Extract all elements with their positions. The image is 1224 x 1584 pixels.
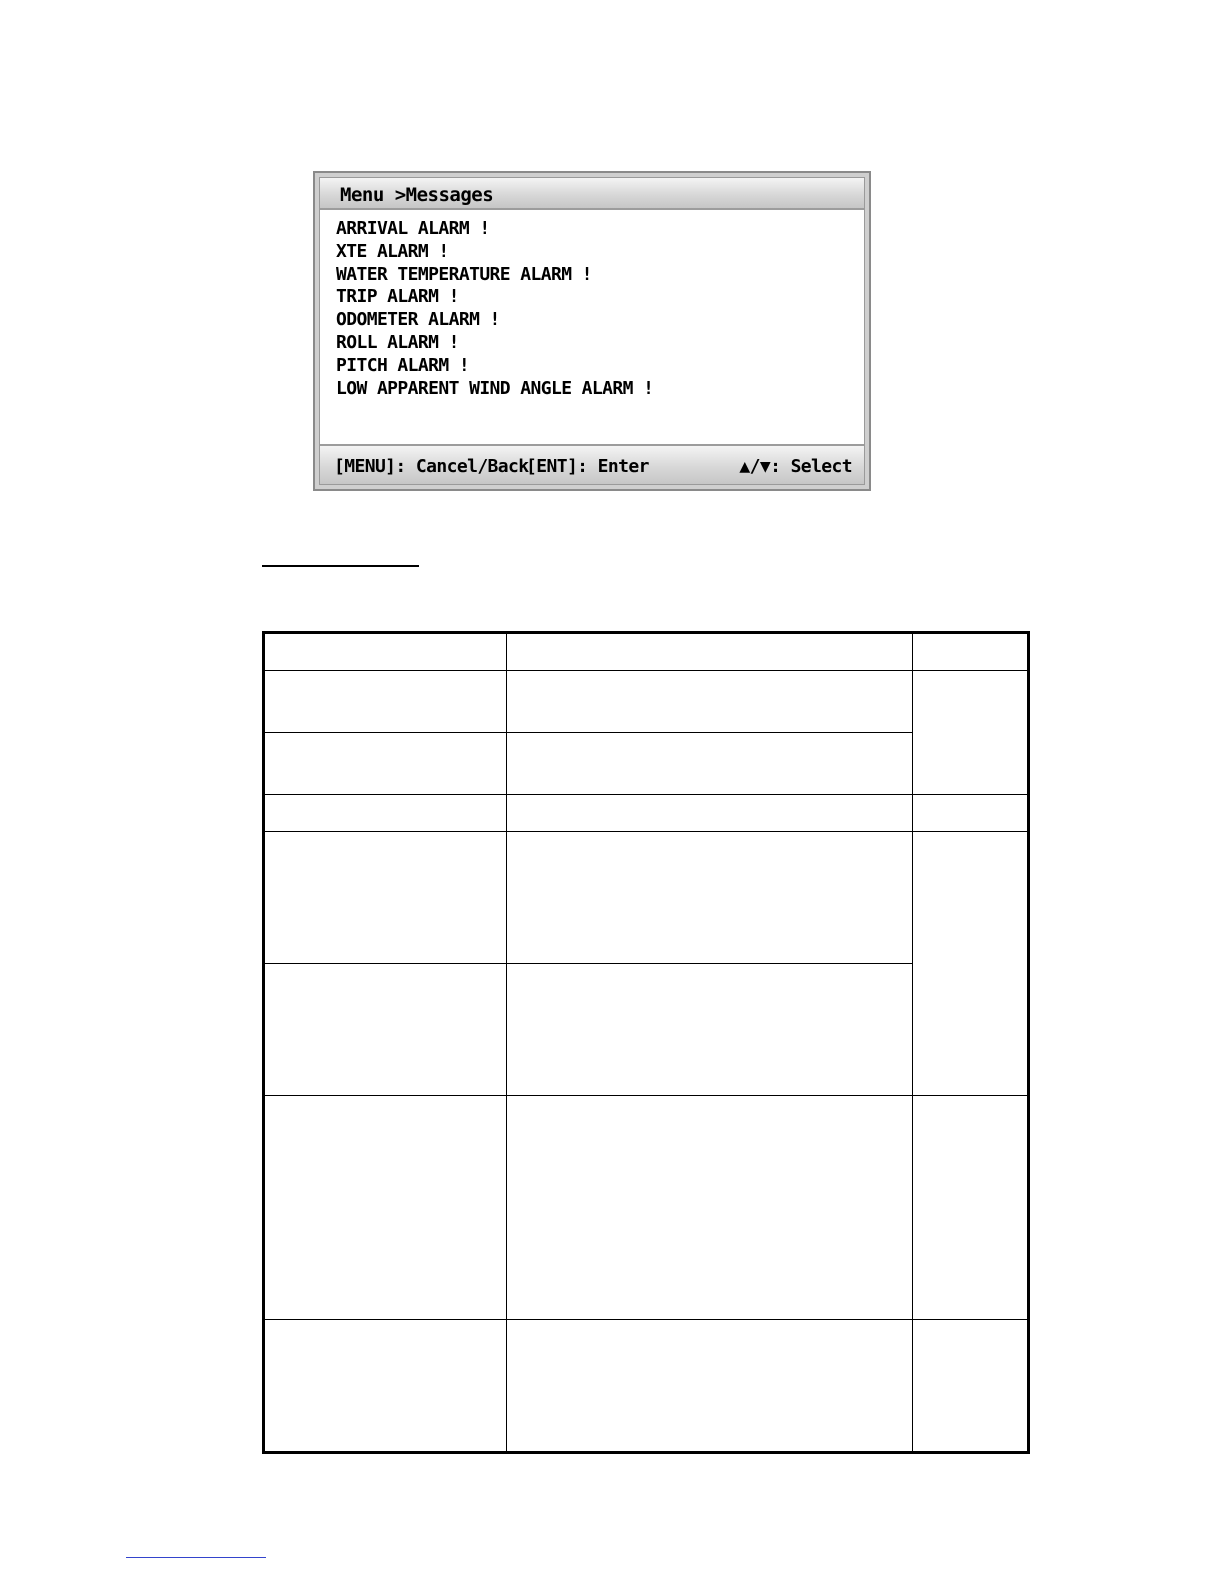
table-cell (913, 633, 1029, 671)
message-item-pitch[interactable]: PITCH ALARM ! (336, 354, 470, 376)
footer-link-underline (126, 1557, 266, 1558)
table-cell (913, 832, 1029, 1096)
table-cell (507, 795, 913, 832)
table-cell (264, 795, 507, 832)
table-cell (507, 964, 913, 1096)
table-cell (264, 671, 507, 733)
table-row (264, 795, 1029, 832)
breadcrumb: Menu >Messages (340, 184, 494, 206)
table-cell (913, 671, 1029, 795)
table-cell (507, 671, 913, 733)
title-bar (320, 178, 864, 210)
message-item-arrival[interactable]: ARRIVAL ALARM ! (336, 218, 490, 239)
screen-panel (319, 177, 865, 485)
message-list (336, 218, 653, 400)
message-item-low-apparent-wind-angle[interactable]: LOW APPARENT WIND ANGLE ALARM ! (336, 377, 654, 399)
table-cell (913, 1096, 1029, 1320)
messages-screen (313, 171, 871, 491)
table-cell (507, 1096, 913, 1320)
table-cell (264, 1320, 507, 1453)
table-cell (264, 633, 507, 671)
table-cell (264, 832, 507, 964)
message-item-xte[interactable]: XTE ALARM ! (336, 240, 449, 262)
key-hint-bar (320, 444, 864, 484)
table-header-row (264, 633, 1029, 671)
select-key-hint: ▲/▼: Select (739, 456, 852, 477)
table-cell (507, 633, 913, 671)
message-item-odometer[interactable]: ODOMETER ALARM ! (336, 309, 500, 331)
enter-key-hint: [ENT]: Enter (526, 456, 649, 477)
table-cell (913, 795, 1029, 832)
table-row (264, 832, 1029, 964)
table-cell (507, 1320, 913, 1453)
table-row (264, 671, 1029, 733)
table-cell (507, 733, 913, 795)
section-heading-underline (262, 565, 419, 567)
table-cell (507, 832, 913, 964)
table-cell (264, 1096, 507, 1320)
message-item-water-temperature[interactable]: WATER TEMPERATURE ALARM ! (336, 263, 592, 285)
table-cell (264, 964, 507, 1096)
message-table (262, 631, 1030, 1454)
table-cell (913, 1320, 1029, 1453)
table-row (264, 1320, 1029, 1453)
table-row (264, 1096, 1029, 1320)
message-item-roll[interactable]: ROLL ALARM ! (336, 331, 459, 353)
message-item-trip[interactable]: TRIP ALARM ! (336, 286, 459, 308)
menu-key-hint: [MENU]: Cancel/Back (334, 456, 529, 477)
table-cell (264, 733, 507, 795)
